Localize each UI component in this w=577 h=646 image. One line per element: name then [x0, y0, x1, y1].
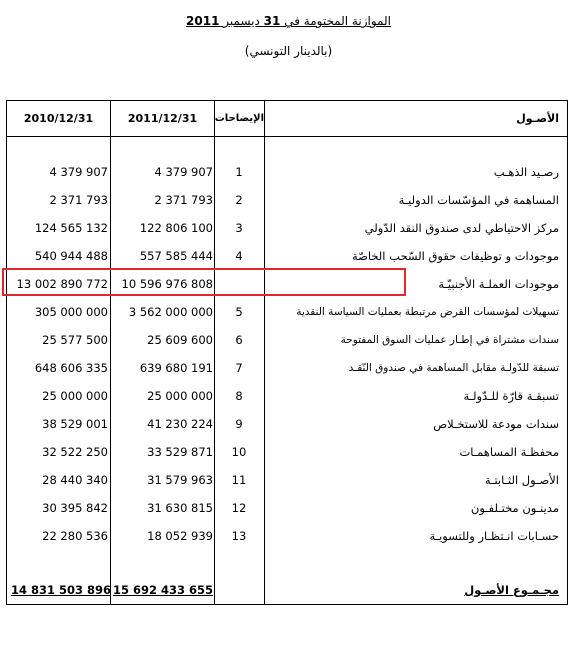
table-row	[7, 214, 567, 242]
total-2011: 15 692 433 655	[112, 583, 213, 597]
row-label: محفظـة المساهمـات	[459, 445, 559, 459]
row-label: رصـيد الذهـب	[493, 165, 559, 179]
value-2011: 4 379 907	[154, 165, 213, 179]
table-row	[7, 186, 567, 214]
row-label: تسهيلات لمؤسسات القرض مرتبطة بعمليات السياسة النقدية	[296, 306, 559, 318]
table-row	[7, 354, 567, 382]
note-number: 13	[231, 529, 247, 543]
row-label: سندات مودعة للاستخـلاص	[433, 417, 559, 431]
table-row	[7, 158, 567, 186]
value-2010: 32 522 250	[42, 445, 108, 459]
balance-sheet-table	[6, 100, 568, 605]
value-2011: 25 000 000	[147, 389, 213, 403]
value-2010: 22 280 536	[42, 529, 108, 543]
total-2010: 14 831 503 896	[11, 583, 112, 597]
row-label: موجودات العملـة الأجنبيّـة	[438, 277, 559, 291]
row-label: تسبقة للدّولـة مقابل المساهمة في صندوق النّقـد	[348, 362, 559, 374]
highlight-box	[2, 268, 406, 296]
column-header-notes: الإيضاحات	[214, 113, 264, 124]
row-label: مركز الاحتياطي لدى صندوق النقد الدّولي	[364, 221, 559, 235]
table-row	[7, 522, 567, 550]
value-2011: 25 609 600	[147, 333, 213, 347]
note-number: 6	[235, 333, 243, 347]
row-label: المساهمة في المؤسّسات الدوليـة	[398, 193, 559, 207]
value-2011: 2 371 793	[154, 193, 213, 207]
value-2010: 4 379 907	[49, 165, 108, 179]
table-row	[7, 466, 567, 494]
value-2010: 25 577 500	[42, 333, 108, 347]
table-row	[7, 494, 567, 522]
table-row	[7, 438, 567, 466]
row-label: حسـابات انـتظـار وللتسويـة	[429, 529, 559, 543]
total-label: مجـمـوع الأصـول	[464, 583, 559, 597]
note-number: 1	[235, 165, 243, 179]
value-2011: 3 562 000 000	[128, 305, 213, 319]
table-row	[7, 242, 567, 270]
row-label: تسبقـة قارّة للـدّولـة	[463, 389, 559, 403]
table-row	[7, 298, 567, 326]
value-2011: 33 529 871	[147, 445, 213, 459]
value-2010: 28 440 340	[42, 473, 108, 487]
column-header-2010: 2010/12/31	[23, 112, 94, 125]
value-2010: 13 002 890 772	[16, 277, 108, 291]
value-2010: 124 565 132	[34, 221, 108, 235]
note-number: 2	[235, 193, 243, 207]
value-2011: 31 630 815	[147, 501, 213, 515]
column-header-2011: 2011/12/31	[127, 112, 198, 125]
page-title	[0, 14, 577, 28]
header-divider	[7, 136, 567, 137]
value-2011: 639 680 191	[139, 361, 213, 375]
row-label: موجودات و توظيفات حقوق السّحب الخاصّة	[351, 249, 559, 263]
table-row	[7, 410, 567, 438]
value-2011: 31 579 963	[147, 473, 213, 487]
value-2010: 30 395 842	[42, 501, 108, 515]
value-2010: 305 000 000	[34, 305, 108, 319]
note-number: 7	[235, 361, 243, 375]
value-2010: 38 529 001	[42, 417, 108, 431]
title-prefix: الموازنة المختومة في	[284, 14, 391, 28]
note-number: 3	[235, 221, 243, 235]
value-2010: 648 606 335	[34, 361, 108, 375]
value-2011: 557 585 444	[139, 249, 213, 263]
column-header-assets: الأصـول	[516, 112, 559, 125]
value-2011: 41 230 224	[147, 417, 213, 431]
value-2011: 10 596 976 808	[121, 277, 213, 291]
page-subtitle: (بالدينار التونسي)	[244, 44, 333, 58]
note-number: 4	[235, 249, 243, 263]
table-row	[7, 382, 567, 410]
note-number: 11	[231, 473, 247, 487]
note-number: 12	[231, 501, 247, 515]
title-year: 2011	[186, 14, 220, 28]
value-2010: 2 371 793	[49, 193, 108, 207]
note-number: 10	[231, 445, 247, 459]
row-label: الأصـول الثـابتـة	[484, 473, 559, 487]
title-month: ديسمبر	[223, 14, 260, 28]
note-number: 5	[235, 305, 243, 319]
row-label: مدينـون مختـلفـون	[470, 501, 559, 515]
table-row	[7, 326, 567, 354]
value-2011: 122 806 100	[139, 221, 213, 235]
title-day: 31	[263, 14, 281, 28]
value-2011: 18 052 939	[147, 529, 213, 543]
total-row	[7, 576, 567, 604]
row-label: سندات مشتراة في إطـار عمليات السوق المفتوحة	[340, 334, 559, 346]
value-2010: 25 000 000	[42, 389, 108, 403]
value-2010: 540 944 488	[34, 249, 108, 263]
note-number: 9	[235, 417, 243, 431]
note-number: 8	[235, 389, 243, 403]
